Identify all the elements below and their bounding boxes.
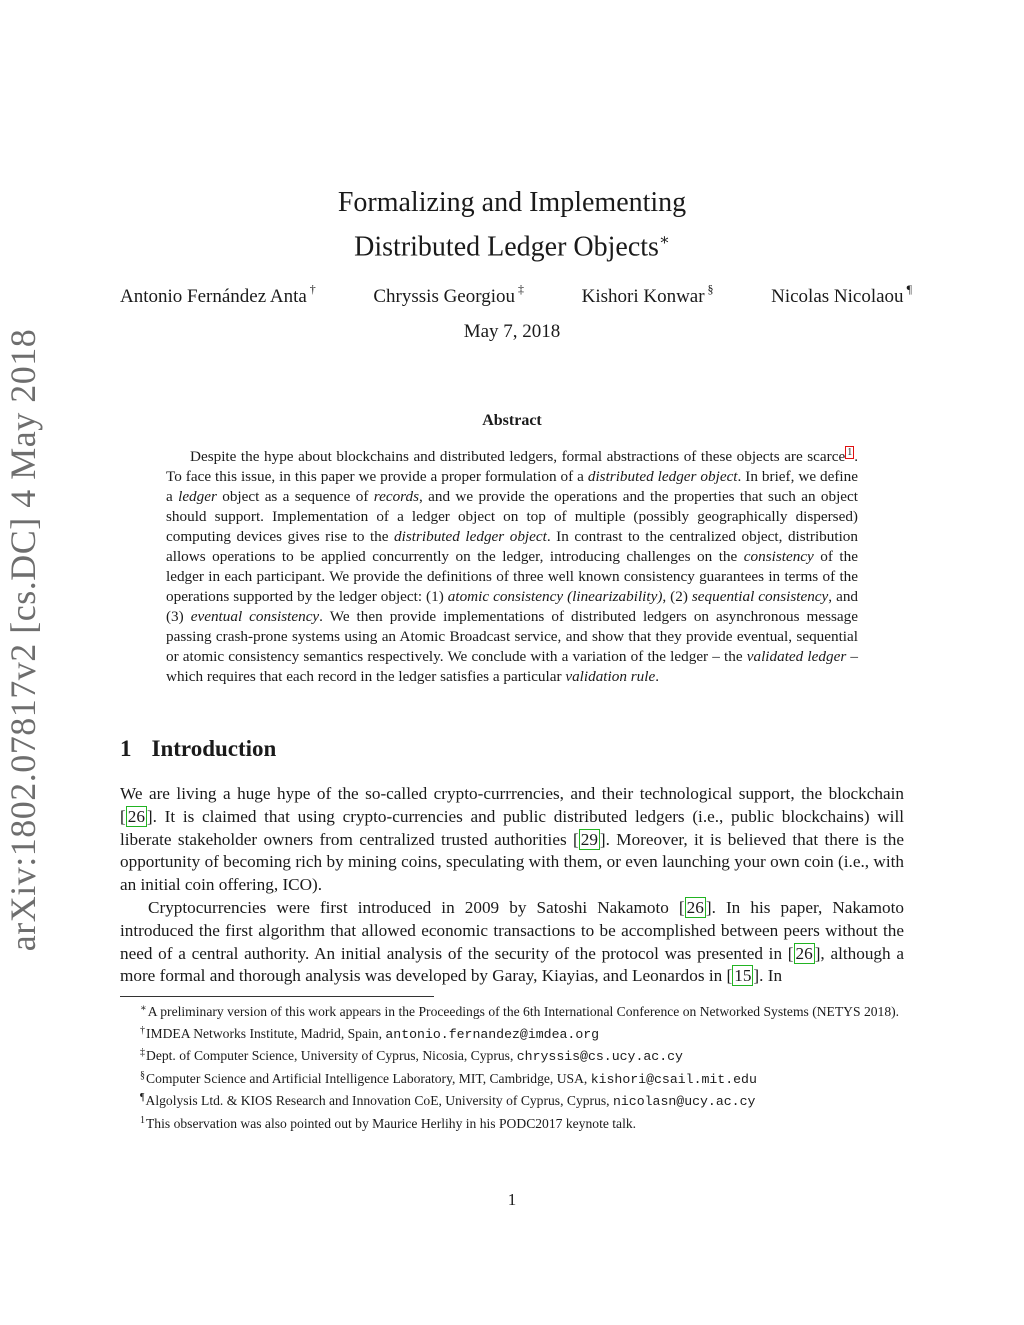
author-1: Antonio Fernández Anta † [120,282,316,307]
title-footnote-mark: ∗ [658,232,670,249]
intro-paragraph-2: Cryptocurrencies were first introduced in 2009 by Satoshi Nakamoto [ 26 ]. In his paper, Nakamoto introduced the first algorithm that allowed economic transactions to be accomplished between peers without the need of a central authority. An initial analysis of the security of the protocol was presented in [ 26 ], although a more formal and thorough analysis was developed by Garay, Kiayias, and Leonardos in [ 15 ]. In [120,898,904,986]
footnote-affiliation: ¶Algolysis Ltd. & KIOS Research and Innovation CoE, University of Cyprus, Cyprus, nicolasn@ucy.ac.cy [140,1092,756,1109]
email-link[interactable]: kishori@csail.mit.edu [590,1071,757,1087]
intro-paragraph-1: We are living a huge hype of the so-called crypto-currrencies, and their technological support, the blockchain [ 26 ]. It is claimed that using crypto-currencies and public distributed ledgers (i.e., public blockchains) will liberate stakeholder owners from centralized trusted authorities [ 29 ]. Moreover, it is believed that there is the opportunity of becoming rich by mining coins, speculating with them, or even launching your own coin (i.e., with an initial coin offering, ICO). [120,784,904,895]
email-link[interactable]: nicolasn@ucy.ac.cy [612,1094,756,1109]
citation-link[interactable]: 26 [686,898,704,917]
page-number: 1 [507,1190,517,1209]
email-link[interactable]: antonio.fernandez@imdea.org [385,1026,600,1042]
footnote-link-1[interactable]: 1 [847,447,853,458]
citation-link[interactable]: 26 [127,806,145,826]
publication-date: May 7, 2018 [463,321,561,342]
paper-title [0,184,1024,266]
footnote-affiliation: §Computer Science and Artificial Intelligence Laboratory, MIT, Cambridge, USA, kishori@csail.mit.edu [140,1069,757,1087]
section-heading-introduction: 1 Introduction [120,736,277,761]
footnotes [120,1000,904,1133]
arxiv-watermark: arXiv:1802.07817v2 [cs.DC] 4 May 2018 [3,328,43,952]
citation-link[interactable]: 29 [580,829,598,849]
footnote-observation: $^1$This observation was also pointed out by Maurice Herlihy in his PODC2017 keynote talk. [140,1114,637,1131]
abstract-heading: Abstract [482,412,542,429]
title-line-1: Formalizing and Implementing [337,187,687,218]
author-list [120,282,912,308]
footnote-preliminary: ∗A preliminary version of this work appears in the Proceedings of the 6th International Conference on Networked Systems (NETYS 2018). [140,1003,900,1019]
author-4: Nicolas Nicolaou ¶ [771,282,912,307]
author-2: Chryssis Georgiou ‡ [373,282,525,307]
email-link[interactable]: chryssis@cs.ucy.ac.cy [516,1049,683,1064]
footnote-affiliation: †IMDEA Networks Institute, Madrid, Spain, antonio.fernandez@imdea.org [140,1024,600,1042]
footnote-divider [120,996,434,997]
author-3: Kishori Konwar § [581,282,714,307]
citation-link[interactable]: 26 [795,943,813,963]
abstract-text: Despite the hype about blockchains and distributed ledgers, formal abstractions of these objects are scarce $^1$ . To face this issue, in this paper we provide a proper formulation of a distributed ledger object. In brief, we define a ledger object as a sequence of records, and we provide the operations and the properties that such an object should support. Implementation of a ledger object on top of multiple (possibly geographically dispersed) computing devices gives rise to the distributed ledger object. In contrast to the centralized object, distribution allows operations to be applied concurrently on the ledger, introducing challenges on the consistency of the ledger in each participant. We provide the definitions of three well known consistency guarantees in terms of the operations supported by the ledger object: (1) atomic consistency (linearizability), (2) sequential consistency, and (3) eventual consistency. We then provide implementations of distributed ledgers on asynchronous message passing crash-prone systems using an Atomic Broadcast service, and show that they provide eventual, sequential or atomic consistency semantics respectively. We conclude with a variation of the ledger – the validated ledger – which requires that each record in the ledger satisfies a particular validation rule. [166,447,859,685]
footnote-affiliation: ‡Dept. of Computer Science, University of Cyprus, Nicosia, Cyprus, chryssis@cs.ucy.ac.cy [140,1047,683,1064]
title-line-2: Distributed Ledger Objects∗ [354,231,670,263]
citation-link[interactable]: 15 [734,966,752,986]
